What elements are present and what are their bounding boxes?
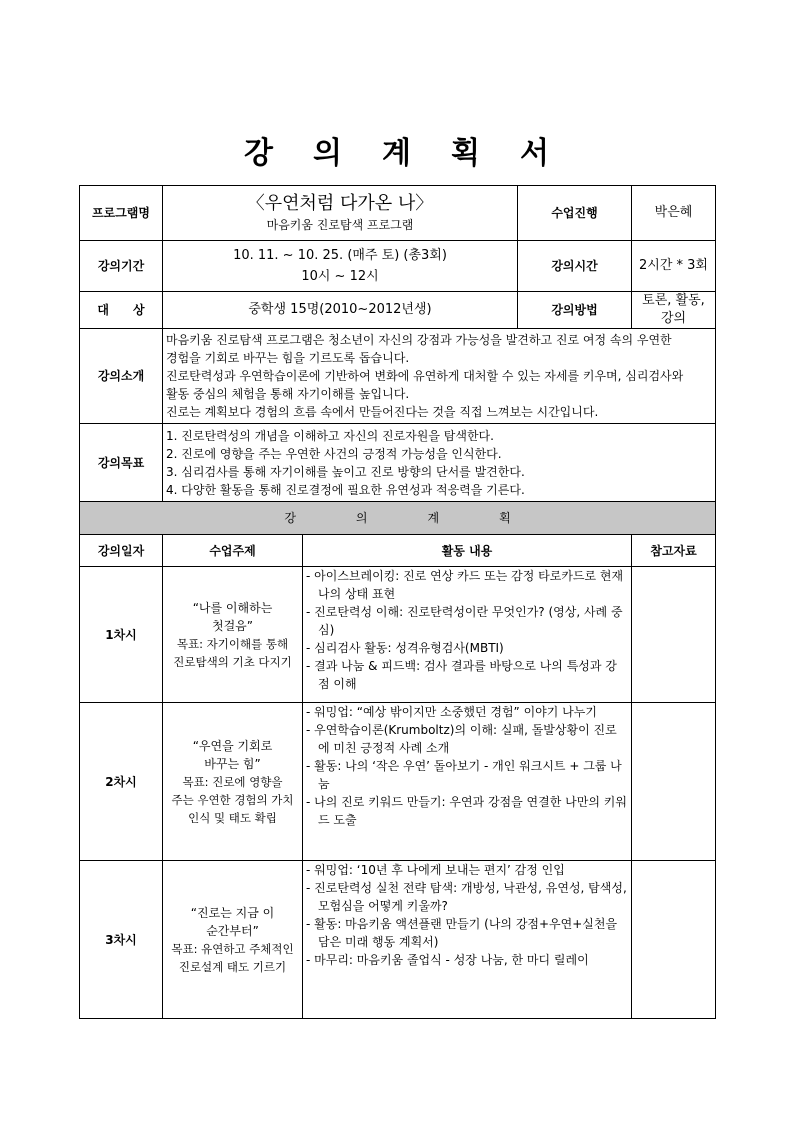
session-row [80,703,716,861]
method-value: 토론, 활동, 강의 [632,292,716,329]
topic-goal: 목표: 자기이해를 통해 [176,636,289,651]
program-title: 〈우연처럼 다가온 나〉 [246,193,434,214]
plan-section-header [80,502,716,535]
session-activities [303,567,632,703]
method-label: 강의방법 [518,292,632,329]
intro-line: 진로탄력성과 우연학습이론에 기반하여 변화에 유연하게 대처할 수 있는 자세를 키우며, 심리검사와 [166,369,684,383]
session-topic [163,567,303,703]
program-label: 프로그램명 [80,186,163,241]
activity-item: - 진로탄력성 이해: 진로탄력성이란 무엇인가? (영상, 사례 중심) [306,605,623,637]
intro-line: 마음키움 진로탐색 프로그램은 청소년이 자신의 강점과 가능성을 발견하고 진로 여정 속의 우연한 [166,333,672,347]
activity-item: - 심리검사 활동: 성격유형검사(MBTI) [306,641,504,655]
topic-goal: 목표: 진로에 영향을 [182,774,283,789]
topic-line: “우연을 기회로 [192,738,273,753]
intro-label: 강의소개 [80,329,163,424]
session-row [80,861,716,1019]
topic-line: 바꾸는 힘” [204,756,261,771]
target-value: 중학생 15명(2010~2012년생) [163,292,518,329]
topic-goal: 주는 우연한 경험의 가치 [171,792,294,807]
period-hours: 10시 ~ 12시 [301,269,379,284]
topic-line: 첫걸음” [212,618,253,633]
topic-goal: 목표: 유연하고 주체적인 [171,941,294,956]
col-header-ref: 참고자료 [632,535,716,567]
session-label: 1차시 [80,567,163,703]
activity-item: - 워밍업: ‘10년 후 나에게 보내는 편지’ 감정 인입 [306,863,565,877]
activity-item: - 결과 나눔 & 피드백: 검사 결과를 바탕으로 나의 특성과 강점 이해 [306,659,617,691]
intro-line: 활동 중심의 체험을 통해 자기이해를 높입니다. [166,387,410,401]
session-reference [632,703,716,861]
activity-item: - 진로탄력성 실천 전략 탐색: 개방성, 낙관성, 유연성, 탐색성, 모험심을 어떻게 키울까? [306,881,627,913]
lecture-plan-table [79,185,716,1019]
topic-goal: 진로설계 태도 기르기 [178,959,287,974]
intro-line: 경험을 기회로 바꾸는 힘을 기르도록 돕습니다. [166,351,410,365]
goal-line: 3. 심리검사를 통해 자기이해를 높이고 진로 방향의 단서를 발견한다. [166,464,525,479]
period-label: 강의기간 [80,241,163,292]
target-label: 대 상 [80,292,163,329]
instructor-label: 수업진행 [518,186,632,241]
activity-item: - 마무리: 마음키움 졸업식 - 성장 나눔, 한 마디 릴레이 [306,953,589,967]
intro-text [163,329,716,424]
instructor-value: 박은혜 [632,186,716,241]
topic-goal: 진로탐색의 기초 다지기 [173,654,292,669]
activity-item: - 활동: 마음키움 액션플랜 만들기 (나의 강점+우연+실천을 담은 미래 행동 계획서) [306,917,618,949]
session-reference [632,567,716,703]
activity-item: - 나의 진로 키워드 만들기: 우연과 강점을 연결한 나만의 키워드 도출 [306,795,627,827]
goal-text [163,424,716,502]
intro-line: 진로는 계획보다 경험의 흐름 속에서 만들어진다는 것을 직접 느껴보는 시간입니다. [166,405,599,419]
session-label: 2차시 [80,703,163,861]
goal-line: 4. 다양한 활동을 통해 진로결정에 필요한 유연성과 적응력을 기른다. [166,482,525,497]
session-reference [632,861,716,1019]
plan-section-title: 강의계획 [284,511,571,525]
time-value: 2시간 * 3회 [632,241,716,292]
session-activities [303,861,632,1019]
program-subtitle: 마음키움 진로탐색 프로그램 [266,218,414,232]
col-header-activity: 활동 내용 [303,535,632,567]
activity-item: - 우연학습이론(Krumboltz)의 이해: 실패, 돌발상황이 진로에 미친 긍정적 사례 소개 [306,723,617,755]
session-label: 3차시 [80,861,163,1019]
topic-line: 순간부터” [206,923,259,938]
session-row [80,567,716,703]
goal-label: 강의목표 [80,424,163,502]
time-label: 강의시간 [518,241,632,292]
col-header-topic: 수업주제 [163,535,303,567]
session-topic [163,861,303,1019]
program-cell [163,186,518,241]
topic-line: “진로는 지금 이 [190,905,275,920]
goal-line: 1. 진로탄력성의 개념을 이해하고 자신의 진로자원을 탐색한다. [166,428,494,443]
topic-goal: 인식 및 태도 확립 [188,810,277,825]
goal-line: 2. 진로에 영향을 주는 우연한 사건의 긍정적 가능성을 인식한다. [166,446,502,461]
period-cell [163,241,518,292]
topic-line: “나를 이해하는 [192,600,273,615]
session-topic [163,703,303,861]
activity-item: - 활동: 나의 ‘작은 우연’ 돌아보기 - 개인 워크시트 + 그룹 나눔 [306,759,622,791]
activity-item: - 아이스브레이킹: 진로 연상 카드 또는 감정 타로카드로 현재 나의 상태 표현 [306,569,624,601]
col-header-date: 강의일자 [80,535,163,567]
session-activities [303,703,632,861]
period-dates: 10. 11. ~ 10. 25. (매주 토) (총3회) [233,248,447,263]
document-title: 강의계획서 [244,136,589,171]
activity-item: - 워밍업: “예상 밖이지만 소중했던 경험” 이야기 나누기 [306,705,597,719]
